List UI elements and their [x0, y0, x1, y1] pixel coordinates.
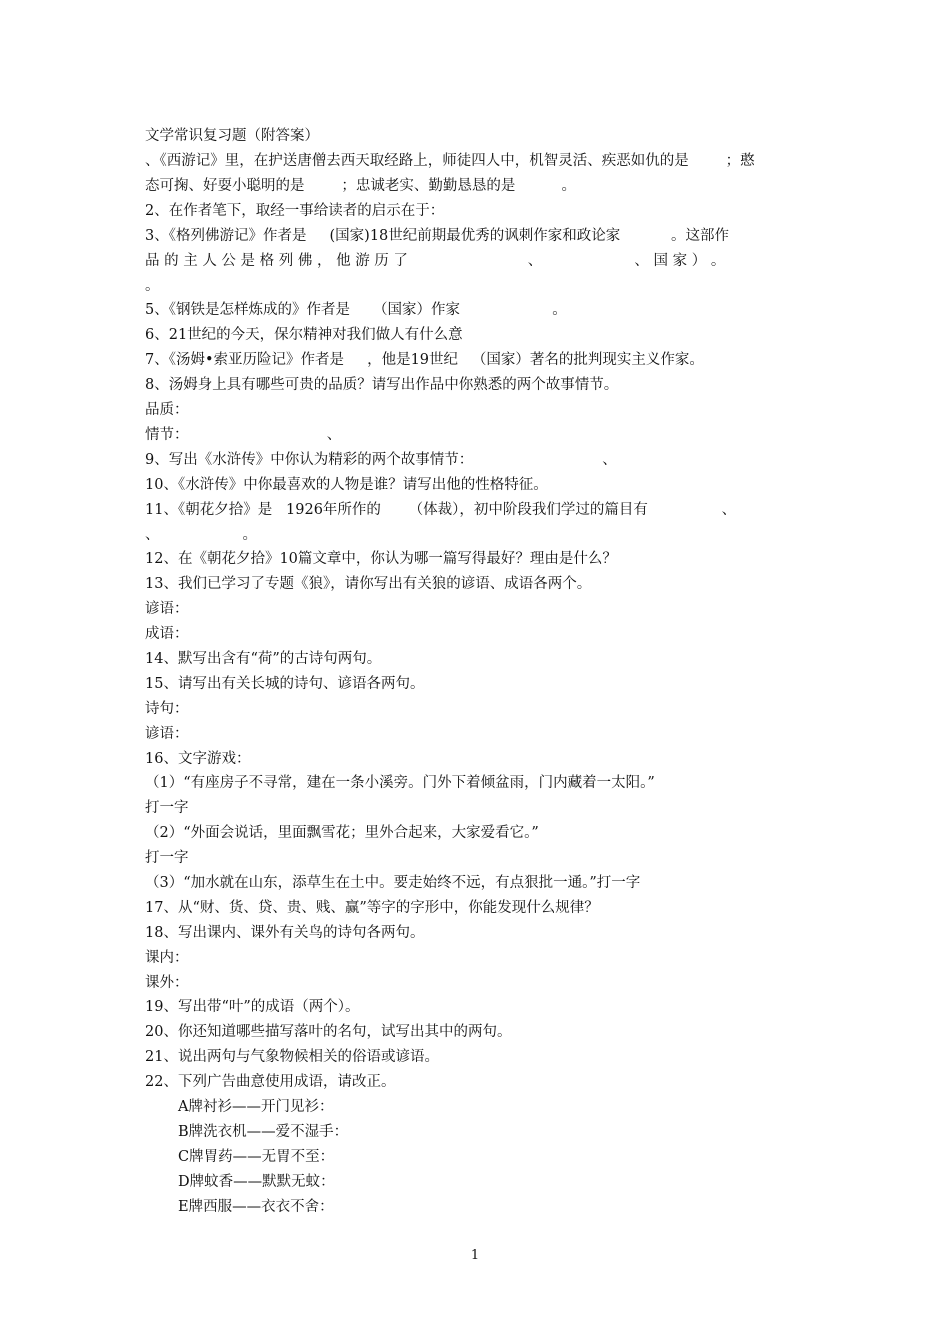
document-title: 文学常识复习题（附答案） [145, 128, 319, 144]
text-line: 打一字 [145, 800, 189, 816]
text-line: 、 。 [145, 527, 257, 543]
text-line: （3）“加水就在山东，添草生在土中。要走始终不远，有点狠批一通。”打一字 [145, 875, 641, 891]
text-line: 16、文字游戏： [145, 751, 251, 767]
text-line: 品质： [145, 402, 189, 418]
text-line: 14、默写出含有“荷”的古诗句两句。 [145, 651, 382, 667]
text-line: 、《西游记》里，在护送唐僧去西天取经路上，师徒四人中，机智灵活、疾恶如仇的是 ；憨 [145, 153, 755, 169]
text-line: 15、请写出有关长城的诗句、谚语各两句。 [145, 676, 425, 692]
option-item: C牌胃药——无胃不至： [178, 1149, 335, 1165]
text-line: 2、在作者笔下，取经一事给读者的启示在于： [145, 203, 445, 219]
text-line: 谚语： [145, 601, 189, 617]
text-line: 13、我们已学习了专题《狼》，请你写出有关狼的谚语、成语各两个。 [145, 576, 592, 592]
text-line: 21、说出两句与气象物候相关的俗语或谚语。 [145, 1049, 439, 1065]
page-number: 1 [470, 1248, 480, 1263]
text-line: 诗句： [145, 701, 189, 717]
text-line: 3、《格列佛游记》作者是 (国家)18世纪前期最优秀的讽刺作家和政论家 。这部作 [145, 228, 729, 244]
option-item: B牌洗衣机——爱不湿手： [178, 1124, 349, 1140]
text-line: 课内： [145, 950, 189, 966]
option-item: A牌衬衫——开门见衫： [178, 1099, 334, 1115]
text-line: 5、《钢铁是怎样炼成的》作者是 （国家）作家 。 [145, 302, 567, 318]
option-item: D牌蚊香——默默无蚊： [178, 1174, 335, 1190]
text-line: 品 的 主 人 公 是 格 列 佛 ， 他 游 历 了 、 、 国 家 ） 。 [145, 253, 726, 269]
text-line: （2）“外面会说话，里面飘雪花；里外合起来，大家爱看它。” [145, 825, 539, 841]
text-line: 18、写出课内、课外有关鸟的诗句各两句。 [145, 925, 425, 941]
text-line: 打一字 [145, 850, 189, 866]
text-line: 6、21世纪的今天，保尔精神对我们做人有什么意 [145, 327, 463, 343]
text-line: 12、在《朝花夕拾》10篇文章中，你认为哪一篇写得最好？理由是什么？ [145, 551, 617, 567]
text-line: 9、写出《水浒传》中你认为精彩的两个故事情节： 、 [145, 452, 617, 468]
text-line: （1）“有座房子不寻常，建在一条小溪旁。门外下着倾盆雨，门内藏着一太阳。” [145, 775, 655, 791]
text-line: 10、《水浒传》中你最喜欢的人物是谁？请写出他的性格特征。 [145, 477, 548, 493]
option-item: E牌西服——衣衣不舍： [178, 1199, 334, 1215]
text-line: 谚语： [145, 726, 189, 742]
text-line: 20、你还知道哪些描写落叶的名句，试写出其中的两句。 [145, 1024, 512, 1040]
text-line: 情节： 、 [145, 427, 342, 443]
text-line: 8、汤姆身上具有哪些可贵的品质？请写出作品中你熟悉的两个故事情节。 [145, 377, 619, 393]
text-line: 成语： [145, 626, 189, 642]
text-line: 22、下列广告曲意使用成语，请改正。 [145, 1074, 396, 1090]
text-line: 态可掬、好耍小聪明的是 ；忠诚老实、勤勤恳恳的是 。 [145, 178, 576, 194]
text-line: 。 [145, 278, 160, 294]
text-line: 7、《汤姆•索亚历险记》作者是 ，他是19世纪 （国家）著名的批判现实主义作家。 [145, 352, 704, 368]
text-line: 19、写出带“叶”的成语（两个）。 [145, 999, 360, 1015]
text-line: 11、《朝花夕拾》是 1926年所作的 （体裁），初中阶段我们学过的篇目有 、 [145, 502, 737, 518]
text-line: 17、从“财、货、贷、贵、贱、赢”等字的字形中，你能发现什么规律？ [145, 900, 599, 916]
text-line: 课外： [145, 975, 189, 991]
